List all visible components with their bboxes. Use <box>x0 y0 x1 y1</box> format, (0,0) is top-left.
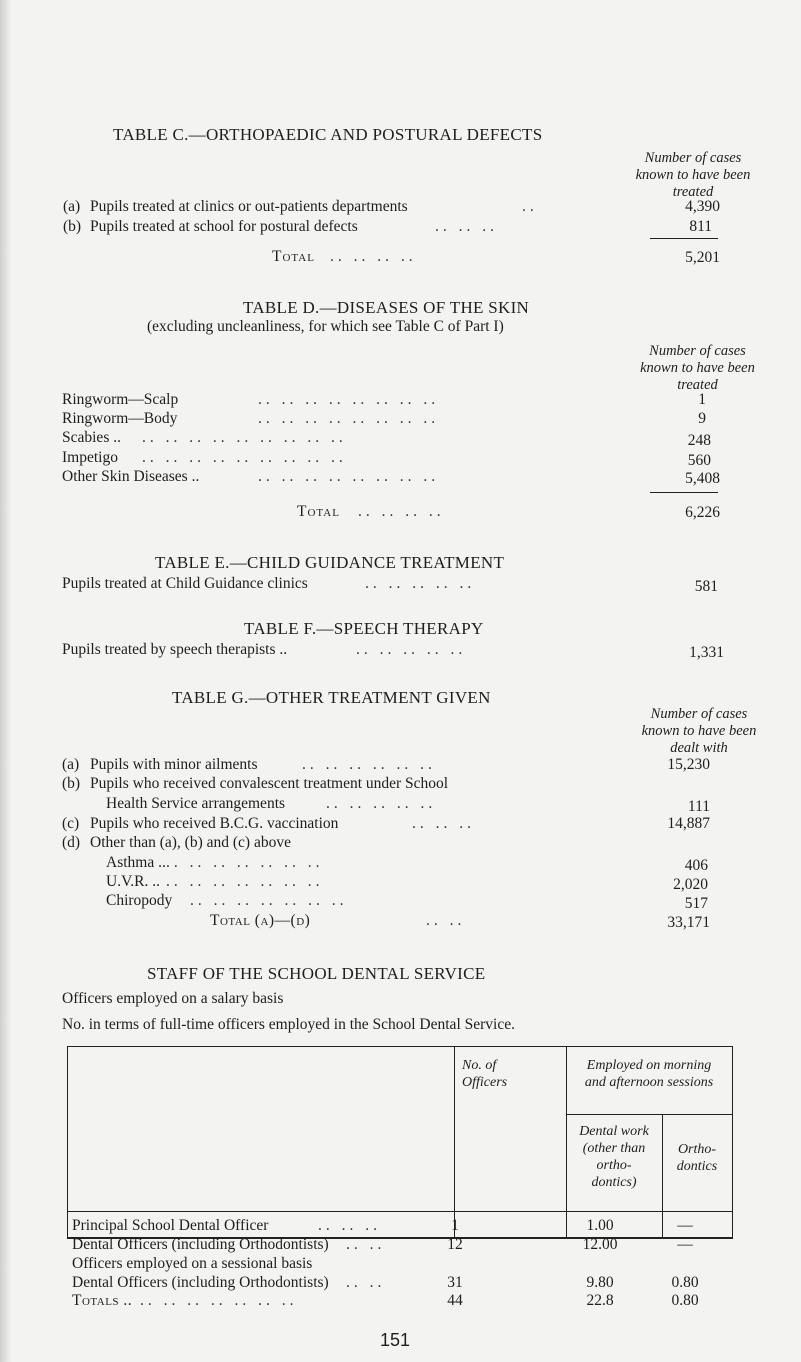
header-no-of-officers: No. of Officers <box>462 1058 508 1090</box>
table-g-row-value: 2,020 <box>673 876 708 893</box>
dental-row-dental: 9.80 <box>586 1274 614 1291</box>
leader-dots: .. .. <box>426 912 466 929</box>
table-g-row-value: 517 <box>684 895 708 912</box>
leader-dots: .. .. .. .. .. .. .. .. .. <box>142 429 347 446</box>
table-d-row-value: 248 <box>687 432 711 449</box>
dental-row-ortho: 0.80 <box>671 1274 699 1291</box>
dental-totals-dental: 22.8 <box>586 1292 614 1309</box>
leader-dots: .. .. .. .. .. <box>365 575 476 592</box>
leader-dots: .. .. .. .. .. .. .. .. <box>258 391 440 408</box>
table-f-label: Pupils treated by speech therapists .. <box>62 641 288 658</box>
header-dental-work: Dental work (other than ortho- dontics) <box>579 1124 649 1190</box>
leader-dots: .. .. .. .. .. .. .. .. .. <box>142 449 347 466</box>
table-g-row-value: 111 <box>687 798 710 815</box>
dental-row-officers: 12 <box>447 1236 463 1253</box>
leader-dots: .. .. <box>346 1274 386 1291</box>
table-g-row-letter: (c) <box>62 815 80 832</box>
table-g-total-value: 33,171 <box>667 914 710 931</box>
table-c-col-header: Number of cases known to have been treated <box>635 150 751 200</box>
table-d-row-label: Ringworm—Scalp <box>62 391 179 408</box>
table-d-row-label: Ringworm—Body <box>62 410 178 427</box>
dental-row-officers: 31 <box>447 1274 463 1291</box>
table-g-row-label: Pupils who received B.C.G. vaccination <box>90 815 339 832</box>
table-d-total-label: Total <box>297 503 340 520</box>
page-number: 151 <box>380 1330 411 1350</box>
table-d-total-value: 6,226 <box>685 504 720 521</box>
dental-row-label: Officers employed on a sessional basis <box>72 1255 313 1272</box>
table-d-row-label: Scabies .. <box>62 429 121 446</box>
table-c-total-label: Total <box>272 248 315 265</box>
table-d-row-label: Other Skin Diseases .. <box>62 468 200 485</box>
table-d-subtitle: (excluding uncleanliness, for which see Table C of Part I) <box>147 318 504 335</box>
leader-dots: .. .. .. .. .. <box>326 795 437 812</box>
leader-dots: .. .. .. <box>318 1217 381 1234</box>
table-c-row-b-value: 811 <box>689 218 712 235</box>
table-e-label: Pupils treated at Child Guidance clinics <box>62 575 308 592</box>
dental-row-label: Dental Officers (including Orthodontists) <box>72 1236 329 1253</box>
table-g-title: TABLE G.—OTHER TREATMENT GIVEN <box>172 688 491 707</box>
table-g-row-label: Pupils who received convalescent treatment under School <box>90 775 449 792</box>
leader-dots: .. .. .. .. .. .. .. <box>190 892 348 909</box>
dental-row-officers: 1 <box>451 1217 459 1234</box>
table-g-col-header: Number of cases known to have been dealt with <box>641 706 757 756</box>
dental-row-dental: 1.00 <box>586 1217 614 1234</box>
header-orthodontics: Ortho- dontics <box>676 1142 718 1174</box>
dental-totals-ortho: 0.80 <box>671 1292 699 1309</box>
table-c-row-b-letter: (b) <box>63 218 82 235</box>
leader-dots: .. .. .. .. .. .. .. <box>166 873 324 890</box>
dental-totals-officers: 44 <box>447 1292 463 1309</box>
table-g-row-value: 14,887 <box>667 815 710 832</box>
dental-row-ortho: — <box>677 1236 693 1253</box>
leader-dots: .. .. .. .. .. .. .. .. <box>258 410 440 427</box>
dental-line2: No. in terms of full-time officers employed in the School Dental Service. <box>62 1016 515 1033</box>
table-g-row-letter: (b) <box>62 775 81 792</box>
table-d-row-value: 5,408 <box>685 470 720 487</box>
table-c-title: TABLE C.—ORTHOPAEDIC AND POSTURAL DEFECTS <box>113 125 543 144</box>
table-d-title: TABLE D.—DISEASES OF THE SKIN <box>243 298 530 317</box>
table-g-row-label: Asthma .. <box>106 854 166 871</box>
dental-line1: Officers employed on a salary basis <box>62 990 284 1007</box>
scan-edge <box>0 0 12 1362</box>
table-d-row-value: 1 <box>698 391 706 408</box>
table-g-row-value: 15,230 <box>667 756 710 773</box>
table-g-row-letter: (d) <box>62 834 81 851</box>
table-f-title: TABLE F.—SPEECH THERAPY <box>244 619 484 638</box>
table-e-value: 581 <box>694 578 718 595</box>
leader-dots: .. .. .. .. .. .. .. .. <box>258 468 440 485</box>
dental-title: STAFF OF THE SCHOOL DENTAL SERVICE <box>147 964 486 983</box>
leader-dots: .. .. .. .. .. .. .. <box>140 1292 298 1309</box>
leader-dots: .. .. .. .. <box>358 503 445 520</box>
leader-dots: .. .. .. .. <box>330 248 417 265</box>
table-d-row-value: 560 <box>687 452 711 469</box>
leader-dots: .. .. .. .. .. .. <box>302 756 436 773</box>
table-c-row-a-label: Pupils treated at clinics or out-patients departments <box>90 198 408 215</box>
table-c-row-a-letter: (a) <box>63 198 81 215</box>
table-c-row-b-label: Pupils treated at school for postural defects <box>90 218 358 235</box>
table-g-row-label: Chiropody <box>106 892 173 909</box>
table-c-row-a-value: 4,390 <box>685 198 720 215</box>
leader-dots: .. .. .. .. .. <box>356 641 467 658</box>
dental-row-dental: 12.00 <box>582 1236 618 1253</box>
table-d-col-header: Number of cases known to have been treated <box>640 343 755 393</box>
table-f-value: 1,331 <box>689 644 724 661</box>
leader-dots: .. <box>522 198 538 215</box>
dental-row-label: Principal School Dental Officer <box>72 1217 269 1234</box>
dental-row-ortho: — <box>677 1217 693 1234</box>
leader-dots: .. .. .. <box>412 815 475 832</box>
table-g-total-label: Total (a)—(d) <box>210 912 311 929</box>
dental-totals-label: Totals .. <box>72 1292 133 1309</box>
table-g-row-label: Other than (a), (b) and (c) above <box>90 834 291 851</box>
leader-dots: .. .. .. .. .. .. .. <box>166 854 324 871</box>
table-g-row-label: Pupils with minor ailments <box>90 756 258 773</box>
sum-rule <box>650 238 718 239</box>
table-d-row-value: 9 <box>698 410 706 427</box>
table-g-row-label: U.V.R. .. <box>106 873 160 890</box>
leader-dots: .. .. .. <box>435 218 498 235</box>
header-sessions: Employed on morning and afternoon sessions <box>584 1058 714 1090</box>
table-g-row-value: 406 <box>684 857 708 874</box>
table-e-title: TABLE E.—CHILD GUIDANCE TREATMENT <box>155 553 505 572</box>
table-g-row-letter: (a) <box>62 756 80 773</box>
leader-dots: .. .. <box>346 1236 386 1253</box>
dental-row-label: Dental Officers (including Orthodontists) <box>72 1274 329 1291</box>
table-d-row-label: Impetigo <box>62 449 118 466</box>
dental-staff-table <box>67 1046 733 1239</box>
table-c-total-value: 5,201 <box>685 249 720 266</box>
table-g-row-label: Health Service arrangements <box>106 795 286 812</box>
sum-rule <box>650 492 718 493</box>
